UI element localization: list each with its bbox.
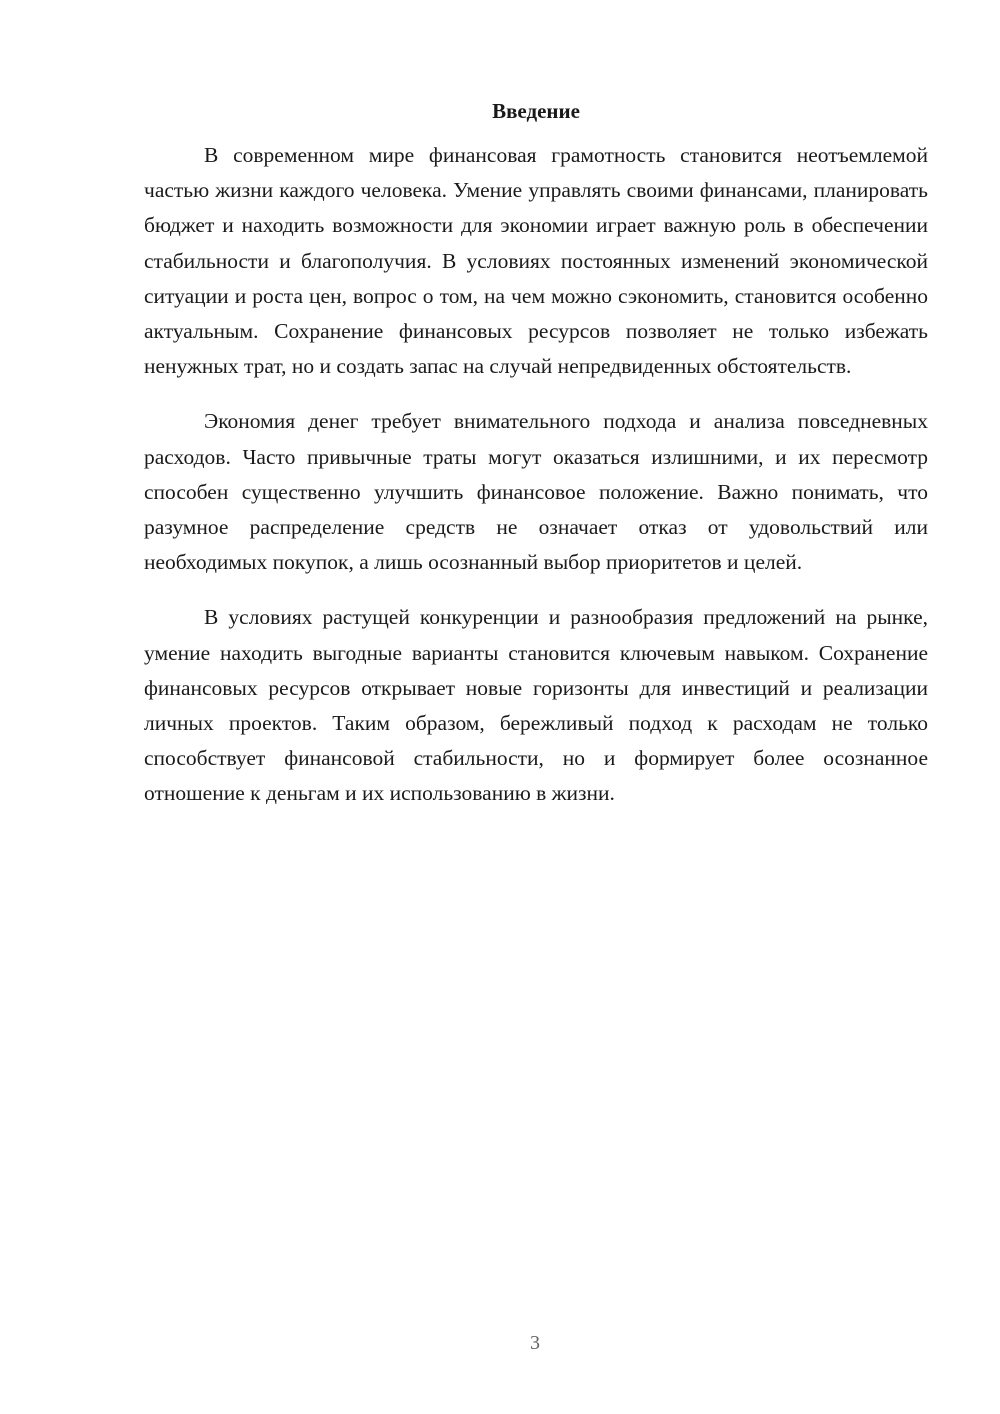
paragraph: В современном мире финансовая грамотность становится неотъемлемой частью жизни каждого человека. Умение управлять своими финансами, планировать бюджет и находить возможности для экономии играет важную роль в обеспечении стабильности и благополучия. В условиях постоянных изменений экономической ситуации и роста цен, вопрос о том, на чем можно сэкономить, становится особенно актуальным. Сохранение финансовых ресурсов позволяет не только избежать ненужных трат, но и создать запас на случай непредвиденных обстоятельств. (144, 143, 928, 379)
paragraph: Экономия денег требует внимательного подхода и анализа повседневных расходов. Часто привычные траты могут оказаться излишними, и их пересмотр способен существенно улучшить финансовое положение. Важно понимать, что разумное распределение средств не означает отказ от удовольствий или необходимых покупок, а лишь осознанный выбор приоритетов и целей. (144, 409, 928, 575)
page-content (144, 96, 928, 832)
section-title: Введение (492, 99, 580, 123)
paragraph: В условиях растущей конкуренции и разнообразия предложений на рынке, умение находить выгодные варианты становится ключевым навыком. Сохранение финансовых ресурсов открывает новые горизонты для инвестиций и реализации личных проектов. Таким образом, бережливый подход к расходам не только способствует финансовой стабильности, но и формирует более осознанное отношение к деньгам и их использованию в жизни. (144, 605, 928, 806)
page-number: 3 (530, 1332, 540, 1354)
